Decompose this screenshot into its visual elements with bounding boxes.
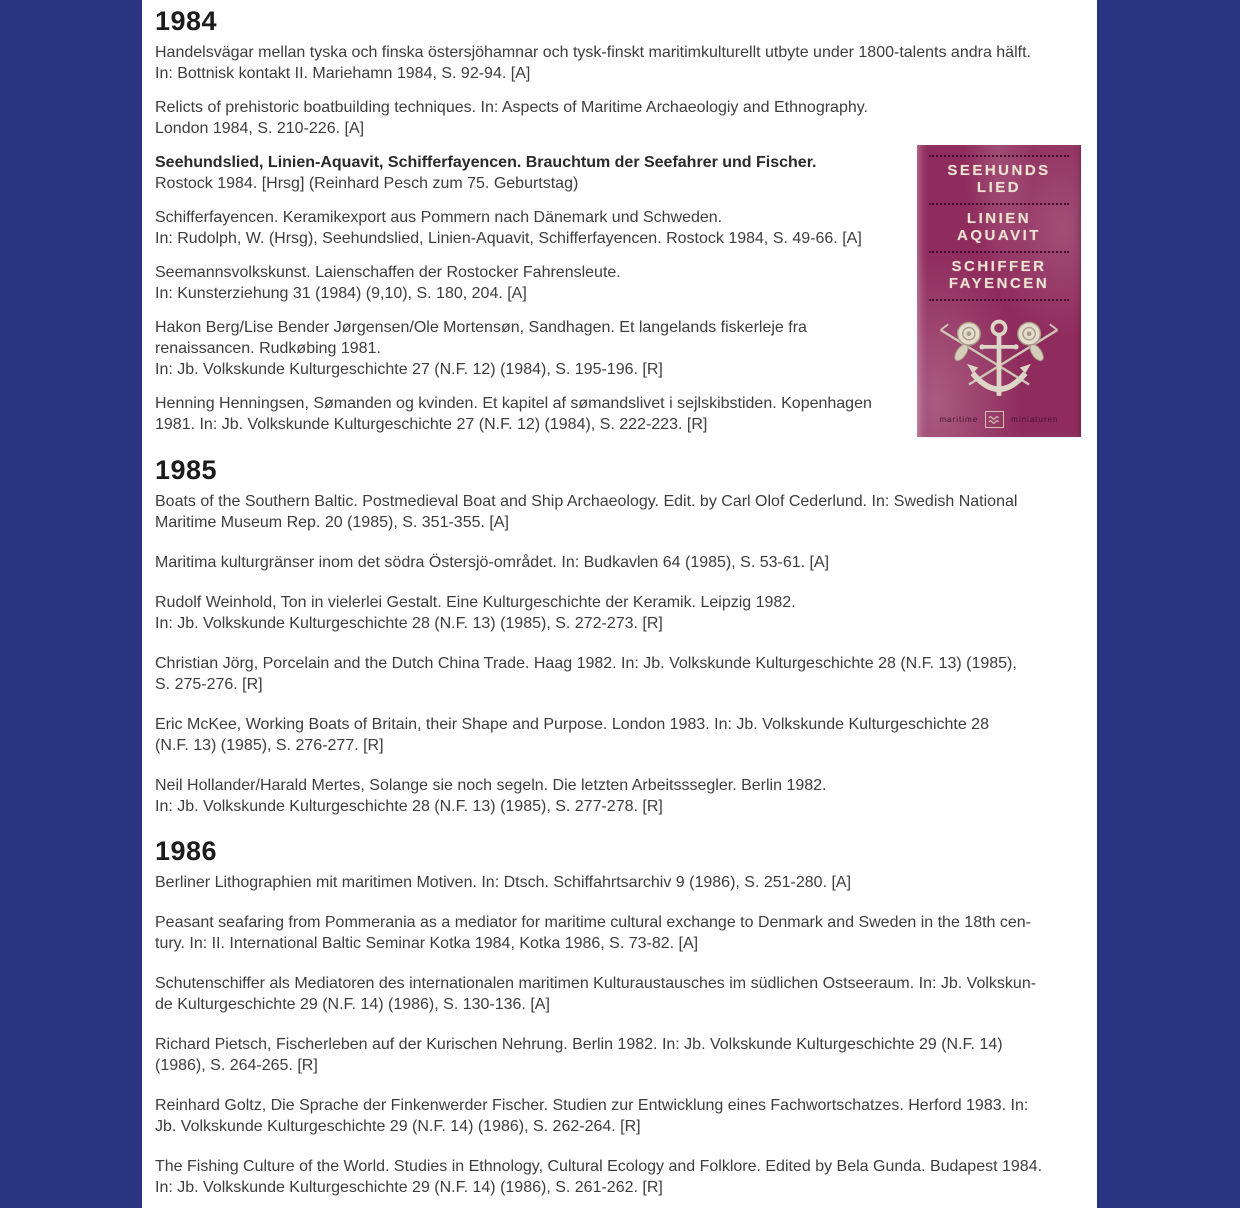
bibliography-entry [155,552,1084,573]
entry-line: In: Rudolph, W. (Hrsg), Seehundslied, Linien-Aquavit, Schifferfayencen. Rostock 1984, S. 49-66. [A] [155,230,862,247]
year-heading: 1986 [155,836,218,866]
entry-line: (1986), S. 264-265. [R] [155,1057,318,1074]
entry-line: In: Bottnisk kontakt II. Mariehamn 1984, S. 92-94. [A] [155,65,531,82]
cover-title-line: SCHIFFER [951,258,1047,275]
entry-line: S. 275-276. [R] [155,676,263,693]
entry-line: Relicts of prehistoric boatbuilding techniques. In: Aspects of Maritime Archaeologiy and Ethnography. [155,99,868,116]
book-cover-image [917,145,1081,437]
cover-title-line: FAYENCEN [948,275,1050,292]
entry-line: renaissancen. Rudkøbing 1981. [155,340,381,357]
entry-line: Reinhard Goltz, Die Sprache der Finkenwerder Fischer. Studien zur Entwicklung eines Fachwortschatzes. Herford 1983. In: [155,1097,1029,1114]
bibliography-entry [155,775,1084,817]
entry-line: Seehundslied, Linien-Aquavit, Schifferfayencen. Brauchtum der Seefahrer und Fischer. [155,154,817,171]
cover-title-line: LIED [976,179,1022,196]
bibliography-entry [155,1034,1084,1076]
entry-line: Eric McKee, Working Boats of Britain, their Shape and Purpose. London 1983. In: Jb. Volkskunde Kulturgeschichte 28 [155,716,989,733]
publisher-waves-logo [985,411,1004,428]
year-heading: 1984 [155,6,218,36]
entry-line: In: Jb. Volkskunde Kulturgeschichte 27 (N.F. 12) (1984), S. 195-196. [R] [155,361,663,378]
bibliography-entry [155,1156,1084,1198]
entry-line: Richard Pietsch, Fischerleben auf der Kurischen Nehrung. Berlin 1982. In: Jb. Volkskunde Kulturgeschichte 29 (N.F. 14) [155,1036,1003,1053]
entry-line: tury. In: II. International Baltic Seminar Kotka 1984, Kotka 1986, S. 73-82. [A] [155,935,699,952]
entry-line: In: Jb. Volkskunde Kulturgeschichte 29 (N.F. 14) (1986), S. 261-262. [R] [155,1179,663,1196]
bibliography-entry [155,491,1084,533]
entry-line: The Fishing Culture of the World. Studies in Ethnology, Cultural Ecology and Folklore. Edited by Bela Gunda. Budapest 1984. [155,1158,1043,1175]
cover-title-seehundslied [917,162,1081,196]
entry-line: Berliner Lithographien mit maritimen Motiven. In: Dtsch. Schiffahrtsarchiv 9 (1986), S. 251-280. [A] [155,874,852,891]
entry-line: Schutenschiffer als Mediatoren des internationalen maritimen Kulturaustausches im südlichen Ostseeraum. In: Jb. Volkskun- [155,975,1037,992]
publisher-name-left: maritime [939,415,979,424]
entry-line: Handelsvägar mellan tyska och finska östersjöhamnar och tysk-finskt maritimkulturellt utbyte under 1800-talents andra hälft. [155,44,1031,61]
cover-title-line: SEEHUNDS [947,162,1051,179]
entry-line: Rudolf Weinhold, Ton in vielerlei Gestalt. Eine Kulturgeschichte der Keramik. Leipzig 1982. [155,594,796,611]
entry-line: Boats of the Southern Baltic. Postmedieval Boat and Ship Archaeology. Edit. by Carl Olof Cederlund. In: Swedish National [155,493,1018,510]
bibliography-page [142,0,1097,1208]
bibliography-entry [155,714,1084,756]
anchor-roses-illustration [933,313,1065,409]
entry-line: Schifferfayencen. Keramikexport aus Pommern nach Dänemark und Schweden. [155,209,723,226]
entry-line: Hakon Berg/Lise Bender Jørgensen/Ole Mortensøn, Sandhagen. Et langelands fiskerleje fra [155,319,807,336]
cover-title-line: AQUAVIT [957,227,1041,244]
entry-line: Jb. Volkskunde Kulturgeschichte 29 (N.F. 14) (1986), S. 262-264. [R] [155,1118,641,1135]
bibliography-entry [155,653,1084,695]
bibliography-entry [155,872,1084,893]
cover-publisher [917,411,1081,428]
entry-line: de Kulturgeschichte 29 (N.F. 14) (1986), S. 130-136. [A] [155,996,550,1013]
entry-line: In: Jb. Volkskunde Kulturgeschichte 28 (N.F. 13) (1985), S. 272-273. [R] [155,615,663,632]
entry-line: Christian Jörg, Porcelain and the Dutch China Trade. Haag 1982. In: Jb. Volkskunde Kulturgeschichte 28 (N.F. 13) (1985), [155,655,1017,672]
cover-title-schifferfayencen [917,258,1081,292]
entry-line: 1981. In: Jb. Volkskunde Kulturgeschichte 27 (N.F. 12) (1984), S. 222-223. [R] [155,416,708,433]
bibliography-entry [155,592,1084,634]
cover-divider [929,299,1069,301]
year-section [155,836,1084,1198]
entry-line: Seemannsvolkskunst. Laienschaffen der Rostocker Fahrensleute. [155,264,621,281]
entry-line: Maritime Museum Rep. 20 (1985), S. 351-355. [A] [155,514,509,531]
year-heading: 1985 [155,455,218,485]
entry-line: Neil Hollander/Harald Mertes, Solange sie noch segeln. Die letzten Arbeitsssegler. Berlin 1982. [155,777,827,794]
year-section [155,455,1084,817]
cover-divider [929,155,1069,157]
entry-line: Maritima kulturgränser inom det södra Östersjö-området. In: Budkavlen 64 (1985), S. 53-61. [A] [155,554,830,571]
entry-line: In: Jb. Volkskunde Kulturgeschichte 28 (N.F. 13) (1985), S. 277-278. [R] [155,798,663,815]
entry-line: London 1984, S. 210-226. [A] [155,120,365,137]
bibliography-entry [155,912,1084,954]
cover-title-line: LINIEN [966,210,1032,227]
entry-line: Henning Henningsen, Sømanden og kvinden. Et kapitel af sømandslivet i sejlskibstiden. Kopenhagen [155,395,872,412]
entry-line: In: Kunsterziehung 31 (1984) (9,10), S. 180, 204. [A] [155,285,527,302]
entry-line: Peasant seafaring from Pommerania as a mediator for maritime cultural exchange to Denmark and Sweden in the 18th cen- [155,914,1031,931]
entry-line: (N.F. 13) (1985), S. 276-277. [R] [155,737,384,754]
publisher-name-right: miniaturen [1011,415,1059,424]
bibliography-entry [155,1095,1084,1137]
cover-title-linien-aquavit [917,210,1081,244]
bibliography-entry [155,97,1084,139]
cover-divider [929,203,1069,205]
cover-divider [929,251,1069,253]
bibliography-entry [155,42,1084,84]
bibliography-entry [155,973,1084,1015]
entry-line: Rostock 1984. [Hrsg] (Reinhard Pesch zum 75. Geburtstag) [155,175,579,192]
